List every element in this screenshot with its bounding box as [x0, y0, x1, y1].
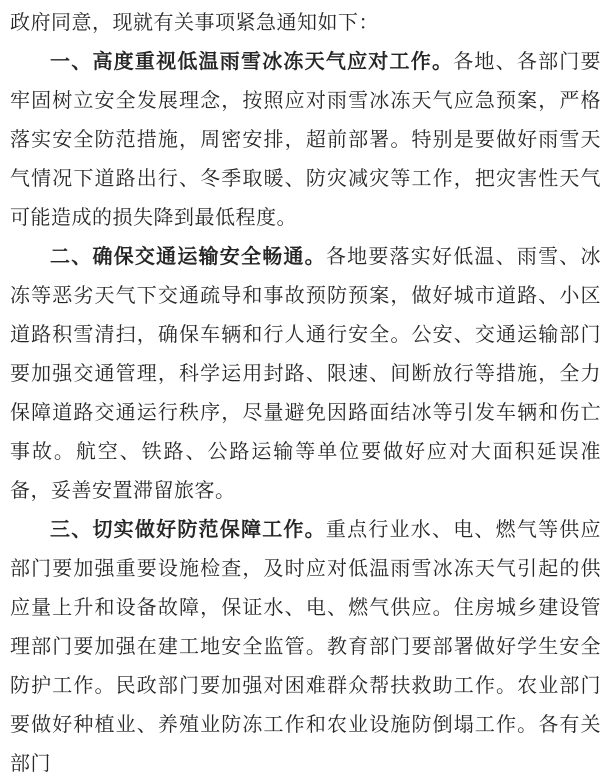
section-3-body: 重点行业水、电、燃气等供应部门要加强重要设施检查，及时应对低温雨雪冰冻天气引起的供应量上升和设备故障，保证水、电、燃气供应。住房城乡建设管理部门要加强在建工地安全监管。教育部门要部署做好学生安全防护工作。民政部门要加强对困难群众帮扶救助工作。农业部门要做好种植业、养殖业防冻工作和农业设施防倒塌工作。各有关部门 [10, 517, 602, 775]
paragraph-section-1 [10, 42, 601, 237]
section-1-heading: 一、高度重视低温雨雪冰冻天气应对工作。 [50, 49, 454, 73]
section-2-heading: 二、确保交通运输安全畅通。 [50, 244, 326, 268]
section-3-heading: 三、切实做好防范保障工作。 [50, 517, 326, 541]
paragraph-continuation: 政府同意，现就有关事项紧急通知如下： [10, 10, 379, 34]
section-1-body: 各地、各部门要牢固树立安全发展理念，按照应对雨雪冰冻天气应急预案，严格落实安全防范措施，周密安排，超前部署。特别是要做好雨雪天气情况下道路出行、冬季取暖、防灾减灾等工作，把灾害性天气可能造成的损失降到最低程度。 [10, 49, 602, 229]
paragraph-section-2 [10, 237, 601, 510]
section-2-body: 各地要落实好低温、雨雪、冰冻等恶劣天气下交通疏导和事故预防预案，做好城市道路、小区道路积雪清扫，确保车辆和行人通行安全。公安、交通运输部门要加强交通管理，科学运用封路、限速、间断放行等措施，全力保障道路交通运行秩序，尽量避免因路面结冰等引发车辆和伤亡事故。航空、铁路、公路运输等单位要做好应对大面积延误准备，妥善安置滞留旅客。 [10, 244, 602, 502]
paragraph-section-3 [10, 510, 601, 783]
